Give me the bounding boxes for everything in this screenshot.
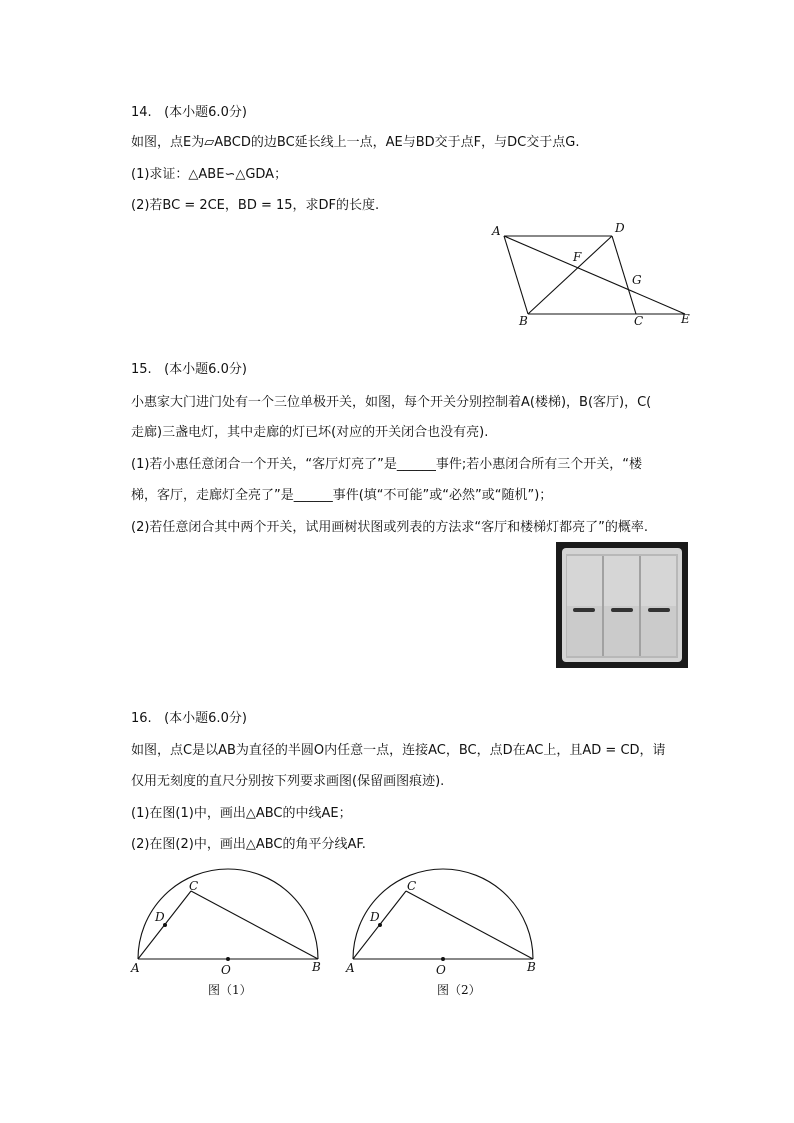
fig1-label-c: C (189, 879, 199, 893)
q14-part2: (2)若BC = 2CE，BD = 15，求DF的长度. (131, 198, 380, 213)
q15-line3: (1)若小惠任意闭合一个开关，“客厅灯亮了”是______事件;若小惠闭合所有三个开关，“楼 (131, 457, 642, 472)
q15-line5: (2)若任意闭合其中两个开关，试用画树状图或列表的方法求“客厅和楼梯灯都亮了”的概率. (131, 520, 649, 535)
q16-figure-1 (128, 868, 328, 1000)
fig2-label-b: B (527, 960, 536, 974)
q16-figure-2 (343, 868, 543, 1000)
q14-label-b: B (519, 314, 528, 328)
fig1-label-a: A (131, 961, 140, 975)
switch-key-right (641, 556, 676, 656)
q14-label-d: D (615, 221, 625, 235)
q14-part1: (1)求证：△ABE∽△GDA； (131, 167, 288, 182)
q14-score: (本小题6.0分) (164, 105, 247, 120)
q16-line1: 如图，点C是以AB为直径的半圆O内任意一点，连接AC，BC，点D在AC上，且AD = CD，请 (131, 743, 666, 758)
q15-line2: 走廊)三盏电灯，其中走廊的灯已坏(对应的开关闭合也没有亮). (131, 425, 489, 440)
q16-part1: (1)在图(1)中，画出△ABC的中线AE； (131, 806, 352, 821)
q14-label-f: F (573, 250, 582, 264)
q14-number: 14. (131, 105, 152, 120)
q14-header (131, 104, 247, 122)
fig2-label-d: D (370, 910, 380, 924)
switch-key-left (567, 556, 602, 656)
q15-line1: 小惠家大门进门处有一个三位单极开关，如图，每个开关分别控制着A(楼梯)，B(客厅)，C( (131, 395, 652, 410)
fig1-caption: 图（1） (208, 983, 252, 997)
q16-line2: 仅用无刻度的直尺分别按下列要求画图(保留画图痕迹). (131, 774, 445, 789)
fig2-label-c: C (407, 879, 417, 893)
q16-number: 16. (131, 711, 152, 726)
q15-header (131, 361, 247, 379)
q15-score: (本小题6.0分) (164, 362, 247, 377)
q14-label-e: E (681, 312, 690, 326)
switch-key-middle (604, 556, 639, 656)
fig2-caption: 图（2） (437, 983, 481, 997)
fig1-label-d: D (155, 910, 165, 924)
q15-switch-photo (556, 542, 688, 668)
q14-stem: 如图，点E为▱ABCD的边BC延长线上一点，AE与BD交于点F，与DC交于点G. (131, 135, 580, 150)
q16-header (131, 710, 247, 728)
q15-number: 15. (131, 362, 152, 377)
q15-line4: 梯，客厅，走廊灯全亮了”是______事件(填“不可能”或“必然”或“随机”)； (131, 488, 553, 503)
q16-part2: (2)在图(2)中，画出△ABC的角平分线AF. (131, 837, 366, 852)
fig1-label-o: O (221, 963, 231, 977)
q14-label-g: G (632, 273, 642, 287)
fig2-label-a: A (346, 961, 355, 975)
q14-label-a: A (492, 224, 501, 238)
q14-label-c: C (634, 314, 644, 328)
fig1-label-b: B (312, 960, 321, 974)
fig2-label-o: O (436, 963, 446, 977)
q14-parallelogram-figure (488, 220, 708, 330)
q16-score: (本小题6.0分) (164, 711, 247, 726)
